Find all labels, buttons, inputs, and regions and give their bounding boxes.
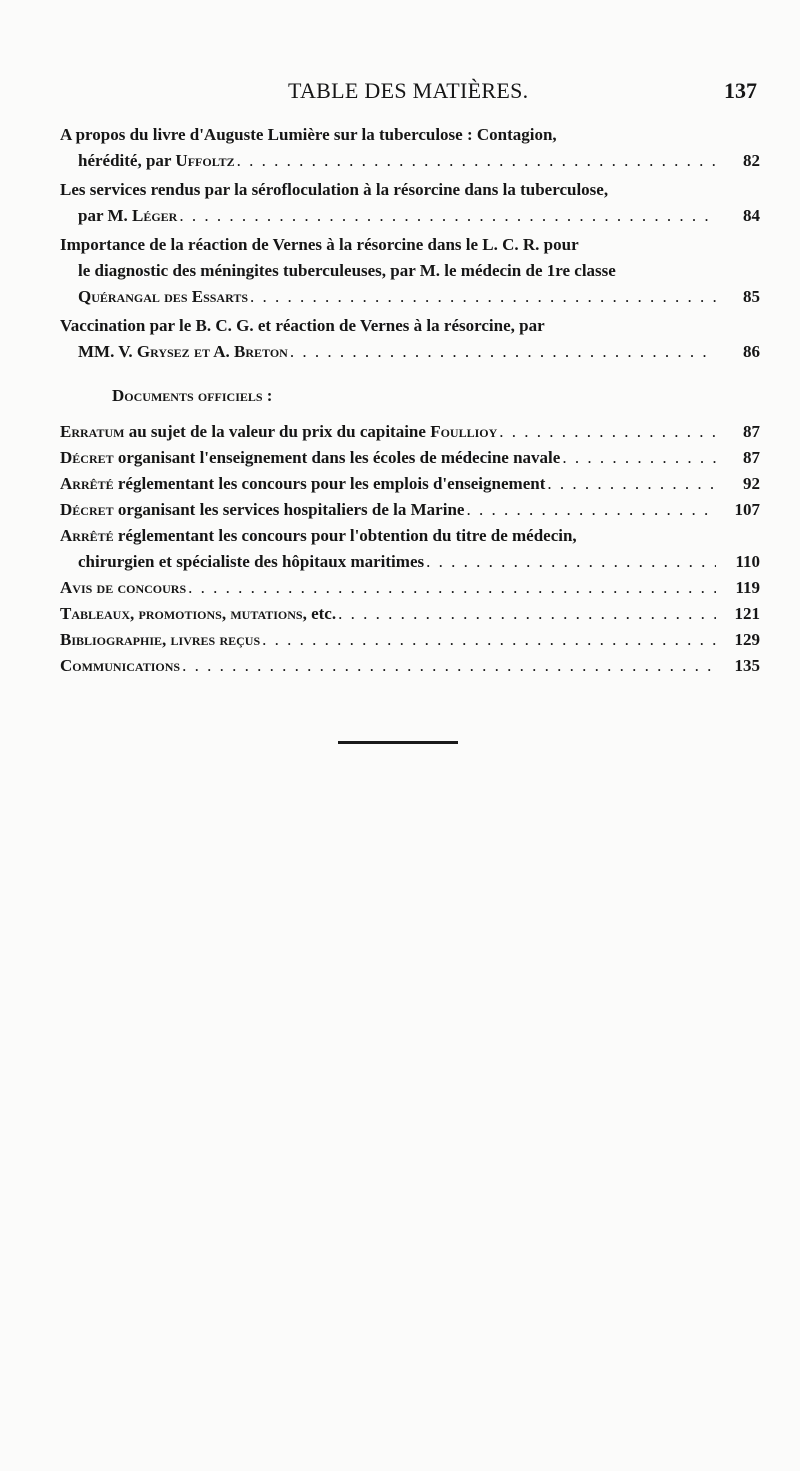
toc-entry-author: Grysez et A. Breton <box>136 342 288 361</box>
toc-entry-line: Les services rendus par la sérofloculation à la résorcine dans la tuberculose, <box>60 180 609 199</box>
dot-leader <box>188 575 716 601</box>
page-header <box>0 78 800 108</box>
toc-entry-author: Uffoltz <box>175 151 235 170</box>
toc-entry-text: organisant l'enseignement dans les écoles de médecine navale <box>113 448 561 467</box>
toc-entry-text: réglementant les concours pour les emplois d'enseignement <box>113 474 546 493</box>
toc-entry-line: Importance de la réaction de Vernes à la résorcine dans le L. C. R. pour <box>60 235 579 254</box>
closing-rule <box>338 741 458 744</box>
toc-entry-lead: Décret <box>60 500 114 519</box>
toc-entry <box>60 445 760 471</box>
toc-entry <box>60 497 760 523</box>
toc-entry-page: 84 <box>743 206 760 225</box>
toc-entry-lead: Bibliographie, livres reçus <box>60 630 261 649</box>
toc-entry <box>60 419 760 445</box>
dot-leader <box>426 549 716 575</box>
page-number: 137 <box>724 78 757 103</box>
dot-leader <box>182 653 716 679</box>
toc-entry <box>60 177 760 229</box>
toc-entry-text: chirurgien et spécialiste des hôpitaux maritimes <box>78 552 425 571</box>
page-title: TABLE DES MATIÈRES. <box>288 78 529 103</box>
toc-entry-text: hérédité, par <box>78 151 176 170</box>
toc-entry-lead: Erratum <box>60 422 125 441</box>
dot-leader <box>338 601 716 627</box>
toc-entry-page: 87 <box>743 448 760 467</box>
toc-entry-lead: Avis de concours <box>60 578 187 597</box>
toc-entry-lead: Arrêté <box>60 526 114 545</box>
toc-entry-lead: Communications <box>60 656 181 675</box>
toc-entry-page: 92 <box>743 474 760 493</box>
toc-entry <box>60 575 760 601</box>
toc-entry <box>60 122 760 174</box>
toc-entry-page: 107 <box>734 500 760 519</box>
dot-leader <box>179 203 716 229</box>
toc-entry-text: , etc. <box>302 604 337 623</box>
toc-entry-text: au sujet de la valeur du prix du capitaine <box>124 422 431 441</box>
dot-leader <box>250 284 716 310</box>
toc-entry-line: réglementant les concours pour l'obtention du titre de médecin, <box>113 526 577 545</box>
toc-entry-line: Vaccination par le B. C. G. et réaction de Vernes à la résorcine, par <box>60 316 545 335</box>
toc-entry-page: 82 <box>743 151 760 170</box>
toc-entry-page: 110 <box>735 552 760 571</box>
dot-leader <box>466 497 716 523</box>
toc-entry <box>60 471 760 497</box>
dot-leader <box>290 339 716 365</box>
toc-entry-page: 86 <box>743 342 760 361</box>
toc-entry <box>60 313 760 365</box>
dot-leader <box>262 627 716 653</box>
toc-entry-author: Léger <box>132 206 178 225</box>
dot-leader <box>237 148 716 174</box>
toc-entry-page: 119 <box>735 578 760 597</box>
toc-entry <box>60 601 760 627</box>
toc-entry-page: 121 <box>734 604 760 623</box>
toc-entry-text: par M. <box>78 206 132 225</box>
toc-entry-line: le diagnostic des méningites tuberculeuses, par M. le médecin de 1re classe <box>78 261 616 280</box>
toc-entry-author: Foullioy <box>430 422 498 441</box>
toc-entry-page: 129 <box>734 630 760 649</box>
toc-entry <box>60 653 760 679</box>
toc-entry <box>60 627 760 653</box>
toc-entry-page: 85 <box>743 287 760 306</box>
toc-entry-text: MM. V. <box>78 342 137 361</box>
toc-entry-text: organisant les services hospitaliers de la Marine <box>113 500 465 519</box>
toc-entry-lead: Décret <box>60 448 114 467</box>
toc-entry-page: 135 <box>734 656 760 675</box>
toc-entry-line: A propos du livre d'Auguste Lumière sur la tuberculose : Contagion, <box>60 125 557 144</box>
section-heading: Documents officiels : <box>112 386 273 405</box>
dot-leader <box>499 419 716 445</box>
toc-entry-page: 87 <box>743 422 760 441</box>
dot-leader <box>562 445 716 471</box>
toc-entry <box>60 523 760 575</box>
dot-leader <box>547 471 716 497</box>
toc-entry-author: Quérangal des Essarts <box>78 287 249 306</box>
table-of-contents <box>60 122 760 679</box>
toc-entry-lead: Tableaux, promotions, mutations <box>60 604 303 623</box>
toc-entry <box>60 232 760 310</box>
toc-entry-lead: Arrêté <box>60 474 114 493</box>
